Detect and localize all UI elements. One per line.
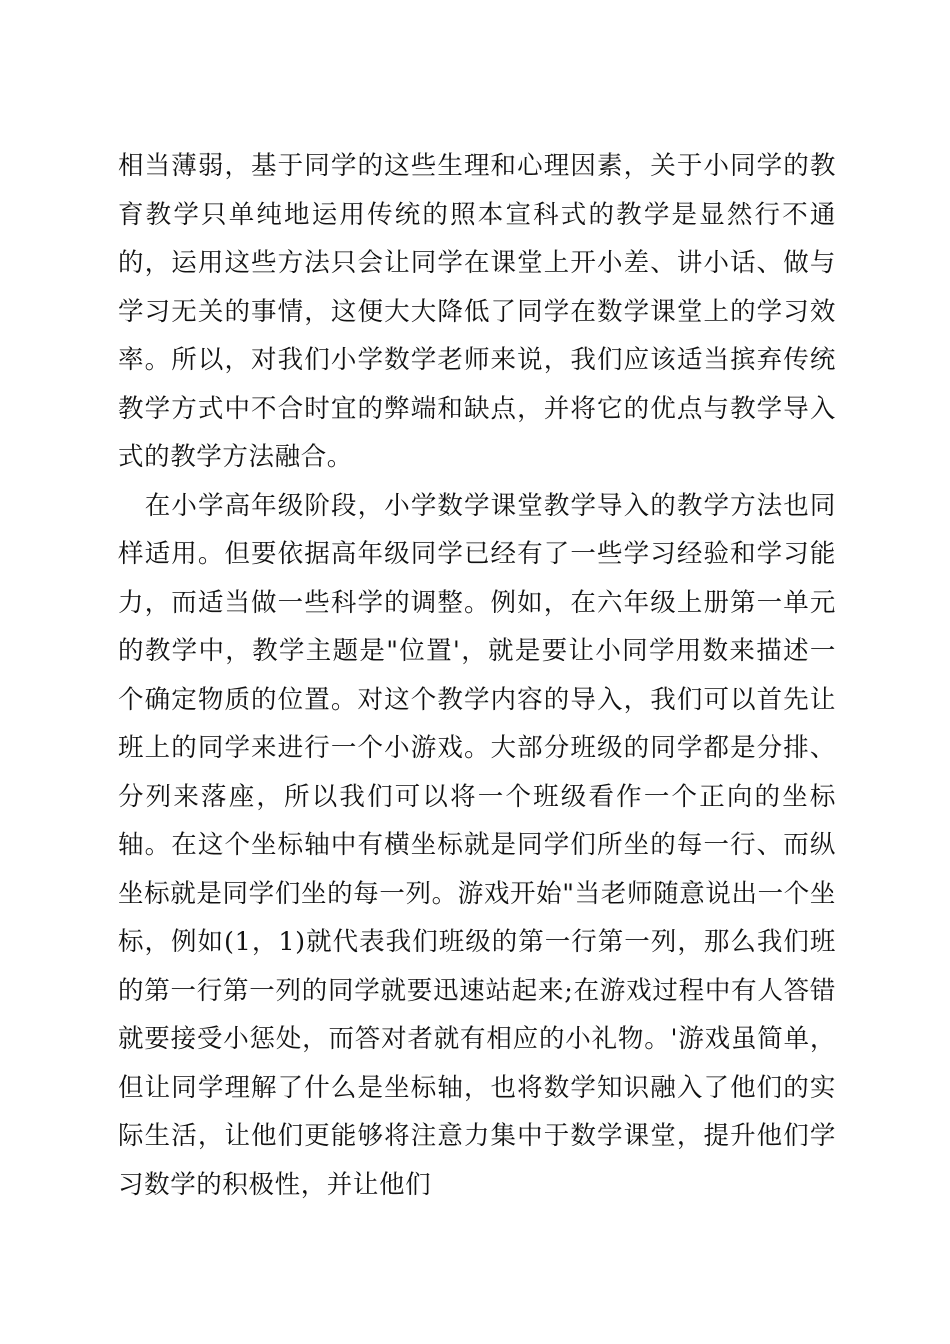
paragraph-1: 相当薄弱，基于同学的这些生理和心理因素，关于小同学的教育教学只单纯地运用传统的照本宣科式的教学是显然行不通的，运用这些方法只会让同学在课堂上开小差、讲小话、做与学习无关的事情，这便大大降低了同学在数学课堂上的学习效率。所以，对我们小学数学老师来说，我们应该适当摈弃传统教学方式中不合时宜的弊端和缺点，并将它的优点与教学导入式的教学方法融合。 bbox=[118, 151, 836, 472]
paragraph-2: 在小学高年级阶段，小学数学课堂教学导入的教学方法也同样适用。但要依据高年级同学已经有了一些学习经验和学习能力，而适当做一些科学的调整。例如，在六年级上册第一单元的教学中，教学主题是"位置'，就是要让小同学用数来描述一个确定物质的位置。对这个教学内容的导入，我们可以首先让班上的同学来进行一个小游戏。大部分班级的同学都是分排、分列来落座，所以我们可以将一个班级看作一个正向的坐标轴。在这个坐标轴中有横坐标就是同学们所坐的每一行、而纵坐标就是同学们坐的每一列。游戏开始"当老师随意说出一个坐标，例如(1，1)就代表我们班级的第一行第一列，那么我们班的第一行第一列的同学就要迅速站起来;在游戏过程中有人答错就要接受小惩处，而答对者就有相应的小礼物。'游戏虽简单，但让同学理解了什么是坐标轴，也将数学知识融入了他们的实际生活，让他们更能够将注意力集中于数学课堂，提升他们学习数学的积极性，并让他们 bbox=[118, 490, 836, 1200]
document-body bbox=[118, 142, 836, 1209]
